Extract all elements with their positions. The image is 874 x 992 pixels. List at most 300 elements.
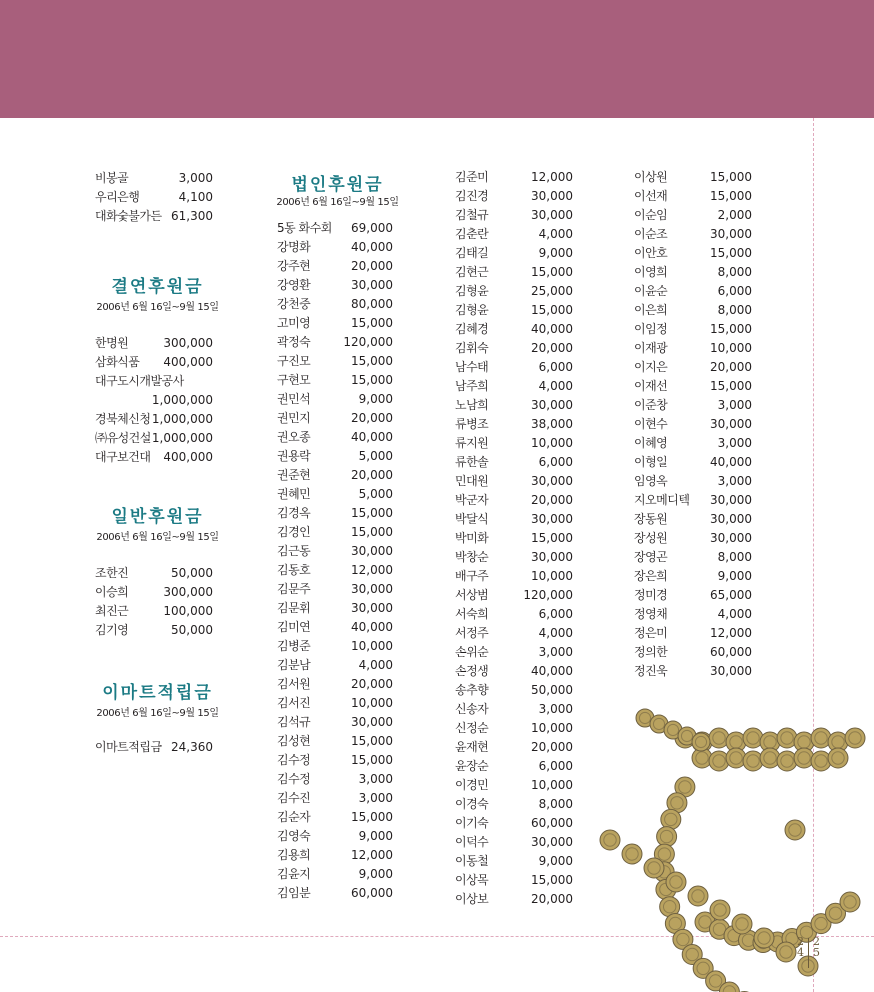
donation-amount: 15,000 — [351, 810, 393, 824]
donor-name: 이순조 — [634, 227, 668, 241]
donation-amount: 3,000 — [717, 436, 752, 450]
donation-amount: 5,000 — [358, 449, 393, 463]
donor-name: 강천중 — [277, 297, 311, 311]
donor-name: 장동원 — [634, 512, 668, 526]
misc-donation-list — [95, 169, 213, 226]
donor-name: 김휘숙 — [455, 341, 489, 355]
donor-name: 우리은행 — [95, 190, 140, 204]
donor-name: 김용희 — [277, 848, 311, 862]
donor-name: 이안호 — [634, 246, 668, 260]
donor-row — [95, 372, 213, 391]
donor-row — [95, 429, 213, 448]
donation-amount: 15,000 — [710, 379, 752, 393]
donor-name: 최진근 — [95, 604, 129, 618]
donor-row — [634, 225, 752, 244]
donation-amount: 4,100 — [178, 190, 213, 204]
donor-row — [95, 169, 213, 188]
donor-row — [455, 434, 573, 453]
donor-row — [277, 580, 393, 599]
donation-amount: 30,000 — [531, 189, 573, 203]
donation-amount: 20,000 — [531, 493, 573, 507]
donation-amount: 60,000 — [351, 886, 393, 900]
donation-amount: 30,000 — [351, 601, 393, 615]
donor-name: 김문주 — [277, 582, 311, 596]
donor-name: 이선재 — [634, 189, 668, 203]
donation-amount: 50,000 — [171, 566, 213, 580]
donor-row — [455, 662, 573, 681]
donor-row — [95, 188, 213, 207]
donor-name: 이은희 — [634, 303, 668, 317]
donor-name: 권오종 — [277, 430, 311, 444]
donor-row — [277, 846, 393, 865]
donor-name: 김철규 — [455, 208, 489, 222]
donor-name: 김형윤 — [455, 303, 489, 317]
section-period-corporate: 2006년 6월 16일~9월 15일 — [276, 197, 399, 208]
donation-amount: 20,000 — [351, 677, 393, 691]
donor-name: 이준창 — [634, 398, 668, 412]
donor-row — [634, 605, 752, 624]
coin — [644, 858, 664, 878]
donor-name: 김임분 — [277, 886, 311, 900]
donation-amount: 3,000 — [178, 171, 213, 185]
donation-amount: 30,000 — [531, 835, 573, 849]
donor-name: 김병준 — [277, 639, 311, 653]
sponsorship-donation-list — [95, 334, 213, 467]
donor-name: 서숙희 — [455, 607, 489, 621]
donor-row — [455, 529, 573, 548]
donor-row — [455, 168, 573, 187]
donation-amount: 3,000 — [538, 645, 573, 659]
donor-row — [95, 448, 213, 467]
donor-name: 이상원 — [634, 170, 668, 184]
donor-name: 이상보 — [455, 892, 489, 906]
donor-row — [455, 681, 573, 700]
donor-name: 이경민 — [455, 778, 489, 792]
donation-amount: 50,000 — [171, 623, 213, 637]
coin — [732, 914, 752, 934]
section-heading-sponsorship: 결연후원금 — [111, 277, 204, 297]
donation-amount: 1,000,000 — [151, 393, 213, 407]
donor-row — [277, 390, 393, 409]
donation-amount: 10,000 — [351, 696, 393, 710]
donor-name: 윤재현 — [455, 740, 489, 754]
donor-row — [455, 396, 573, 415]
donor-name: 5동 화수회 — [277, 221, 332, 235]
donation-amount: 9,000 — [538, 246, 573, 260]
donation-amount: 15,000 — [710, 170, 752, 184]
coin-smiley-illustration — [590, 690, 874, 992]
donation-amount: 10,000 — [531, 436, 573, 450]
donor-row — [277, 732, 393, 751]
emart-donation-list — [95, 738, 213, 757]
donor-row — [455, 738, 573, 757]
donor-name: 김태길 — [455, 246, 489, 260]
donation-amount: 4,000 — [538, 227, 573, 241]
coin — [600, 830, 620, 850]
donor-name: 김문휘 — [277, 601, 311, 615]
donation-amount: 4,000 — [358, 658, 393, 672]
donor-name: 이동철 — [455, 854, 489, 868]
donor-row — [95, 410, 213, 429]
donation-amount: 15,000 — [351, 373, 393, 387]
donor-name: 류병조 — [455, 417, 489, 431]
donor-row — [95, 602, 213, 621]
donor-name: 김경옥 — [277, 506, 311, 520]
donor-name: 김준미 — [455, 170, 489, 184]
donation-amount: 30,000 — [351, 278, 393, 292]
coin — [840, 892, 860, 912]
donation-amount: 30,000 — [351, 715, 393, 729]
donation-amount: 40,000 — [351, 620, 393, 634]
donation-amount: 4,000 — [538, 626, 573, 640]
section-heading-emart: 이마트적립금 — [102, 683, 213, 703]
donor-row — [277, 295, 393, 314]
donor-row — [455, 282, 573, 301]
donation-amount: 8,000 — [717, 265, 752, 279]
donor-name: 이순임 — [634, 208, 668, 222]
donation-amount: 3,000 — [538, 702, 573, 716]
donor-name: 강명화 — [277, 240, 311, 254]
donor-row — [634, 624, 752, 643]
donation-amount: 30,000 — [351, 544, 393, 558]
donation-amount: 3,000 — [358, 791, 393, 805]
donation-amount: 20,000 — [351, 411, 393, 425]
donor-name: 이형일 — [634, 455, 668, 469]
donation-amount: 10,000 — [531, 721, 573, 735]
donor-name: 이윤순 — [634, 284, 668, 298]
donor-name: 김성현 — [277, 734, 311, 748]
donor-name: 김순자 — [277, 810, 311, 824]
donor-name: 권준현 — [277, 468, 311, 482]
donor-row — [95, 564, 213, 583]
donor-name: 정영채 — [634, 607, 668, 621]
coin — [710, 900, 730, 920]
donor-row — [95, 353, 213, 372]
donor-row — [277, 675, 393, 694]
donor-row — [277, 637, 393, 656]
donor-row — [634, 491, 752, 510]
donor-row — [634, 548, 752, 567]
donor-row — [277, 865, 393, 884]
donor-name: 김형윤 — [455, 284, 489, 298]
donor-name: 권혜민 — [277, 487, 311, 501]
donation-amount: 30,000 — [710, 227, 752, 241]
donation-amount: 30,000 — [710, 512, 752, 526]
donor-row — [455, 567, 573, 586]
donor-name: 민대원 — [455, 474, 489, 488]
donation-amount: 12,000 — [351, 848, 393, 862]
donation-amount: 80,000 — [351, 297, 393, 311]
corporate-donation-list — [277, 219, 393, 903]
donor-name: 서정주 — [455, 626, 489, 640]
donor-name: 이영희 — [634, 265, 668, 279]
donor-row — [277, 447, 393, 466]
section-heading-general: 일반후원금 — [111, 507, 204, 527]
donor-name: 이임정 — [634, 322, 668, 336]
donor-name: 김진경 — [455, 189, 489, 203]
donation-amount: 3,000 — [358, 772, 393, 786]
donor-row — [455, 586, 573, 605]
donation-amount: 12,000 — [531, 170, 573, 184]
donor-row — [455, 795, 573, 814]
donation-amount: 60,000 — [531, 816, 573, 830]
donor-name: 김석규 — [277, 715, 311, 729]
donor-name: 대구도시개발공사 — [95, 374, 184, 388]
donor-row — [455, 852, 573, 871]
donor-row — [634, 168, 752, 187]
donation-amount: 30,000 — [531, 550, 573, 564]
donation-amount: 8,000 — [538, 797, 573, 811]
donor-row — [455, 491, 573, 510]
donor-row — [634, 567, 752, 586]
donor-row — [277, 428, 393, 447]
donation-amount: 15,000 — [531, 303, 573, 317]
donation-amount: 30,000 — [531, 398, 573, 412]
donor-name: 지오메디텍 — [634, 493, 690, 507]
donor-name: 정진욱 — [634, 664, 668, 678]
donor-row — [455, 320, 573, 339]
donor-name: 박미화 — [455, 531, 489, 545]
donor-row — [634, 529, 752, 548]
donation-amount: 20,000 — [531, 341, 573, 355]
donor-name: 서상범 — [455, 588, 489, 602]
donor-row — [277, 827, 393, 846]
coin — [845, 728, 865, 748]
donor-row — [277, 466, 393, 485]
donor-row — [455, 187, 573, 206]
donor-name: 이재광 — [634, 341, 668, 355]
donor-row — [455, 301, 573, 320]
donor-row — [455, 776, 573, 795]
donation-amount: 300,000 — [163, 585, 213, 599]
donor-row — [277, 314, 393, 333]
donor-row — [634, 586, 752, 605]
donor-name: 조한진 — [95, 566, 129, 580]
donor-row — [277, 542, 393, 561]
donor-row — [95, 391, 213, 410]
donation-amount: 10,000 — [531, 569, 573, 583]
donor-name: 신정순 — [455, 721, 489, 735]
donation-amount: 4,000 — [538, 379, 573, 393]
donation-amount: 100,000 — [163, 604, 213, 618]
donation-amount: 6,000 — [538, 360, 573, 374]
donor-row — [634, 187, 752, 206]
donor-row — [277, 656, 393, 675]
donor-row — [277, 257, 393, 276]
donation-amount: 30,000 — [531, 474, 573, 488]
donation-amount: 120,000 — [523, 588, 573, 602]
donor-row — [277, 618, 393, 637]
donation-amount: 15,000 — [531, 265, 573, 279]
donor-name: 노남희 — [455, 398, 489, 412]
donor-name: 장성원 — [634, 531, 668, 545]
donor-name: 권민지 — [277, 411, 311, 425]
donor-row — [277, 713, 393, 732]
donor-row — [455, 453, 573, 472]
donor-row — [277, 884, 393, 903]
donation-amount: 40,000 — [351, 240, 393, 254]
donation-amount: 9,000 — [358, 829, 393, 843]
donor-row — [455, 225, 573, 244]
donation-amount: 12,000 — [351, 563, 393, 577]
donor-name: 정미경 — [634, 588, 668, 602]
coin — [692, 733, 710, 751]
donor-row — [634, 244, 752, 263]
donor-name: 류지원 — [455, 436, 489, 450]
general-donation-list — [95, 564, 213, 640]
donation-amount: 15,000 — [351, 316, 393, 330]
donation-amount: 69,000 — [351, 221, 393, 235]
donation-amount: 24,360 — [171, 740, 213, 754]
coin — [754, 928, 774, 948]
donation-amount: 15,000 — [710, 189, 752, 203]
donor-name: 곽정숙 — [277, 335, 311, 349]
donor-row — [455, 871, 573, 890]
donor-row — [455, 377, 573, 396]
donor-row — [95, 207, 213, 226]
section-period-sponsorship: 2006년 6월 16일~9월 15일 — [96, 302, 219, 313]
donor-row — [277, 333, 393, 352]
donor-row — [455, 719, 573, 738]
section-heading-corporate: 법인후원금 — [291, 175, 384, 195]
donor-name: 김현근 — [455, 265, 489, 279]
donor-name: 이승희 — [95, 585, 129, 599]
donor-name: 김동호 — [277, 563, 311, 577]
donation-amount: 60,000 — [710, 645, 752, 659]
donor-row — [455, 833, 573, 852]
coin-smiley-graphic — [590, 690, 874, 992]
donation-amount: 3,000 — [717, 474, 752, 488]
section-period-general: 2006년 6월 16일~9월 15일 — [96, 532, 219, 543]
donor-row — [634, 263, 752, 282]
donation-amount: 30,000 — [710, 417, 752, 431]
donation-amount: 40,000 — [351, 430, 393, 444]
donor-row — [455, 605, 573, 624]
donation-amount: 38,000 — [531, 417, 573, 431]
donor-name: 남수태 — [455, 360, 489, 374]
donation-amount: 25,000 — [531, 284, 573, 298]
donation-amount: 10,000 — [351, 639, 393, 653]
donation-amount: 15,000 — [351, 525, 393, 539]
donation-amount: 30,000 — [351, 582, 393, 596]
donor-name: 이혜영 — [634, 436, 668, 450]
donor-list-column-4 — [634, 168, 752, 681]
donor-row — [277, 523, 393, 542]
donor-name: 손위순 — [455, 645, 489, 659]
donor-row — [455, 263, 573, 282]
donation-amount: 15,000 — [351, 734, 393, 748]
donation-amount: 40,000 — [710, 455, 752, 469]
donor-row — [277, 561, 393, 580]
donor-row — [634, 339, 752, 358]
donor-row — [455, 548, 573, 567]
coin — [688, 886, 708, 906]
donor-name: 이상목 — [455, 873, 489, 887]
donation-amount: 30,000 — [710, 493, 752, 507]
donor-name: 이마트적립금 — [95, 740, 162, 754]
donation-amount: 6,000 — [538, 759, 573, 773]
donation-amount: 30,000 — [710, 664, 752, 678]
donation-amount: 15,000 — [531, 531, 573, 545]
donation-amount: 9,000 — [538, 854, 573, 868]
donation-amount: 6,000 — [538, 455, 573, 469]
donor-name: 강주현 — [277, 259, 311, 273]
donor-row — [634, 510, 752, 529]
donor-name: 대화숯불가든 — [95, 209, 162, 223]
donor-name: 고미영 — [277, 316, 311, 330]
donor-row — [455, 472, 573, 491]
donor-list-column-3 — [455, 168, 573, 909]
donor-name: 김춘란 — [455, 227, 489, 241]
donation-amount: 120,000 — [343, 335, 393, 349]
donation-amount: 300,000 — [163, 336, 213, 350]
coin — [776, 942, 796, 962]
donor-row — [634, 415, 752, 434]
donor-name: 송추향 — [455, 683, 489, 697]
donor-name: 이지은 — [634, 360, 668, 374]
donation-amount: 65,000 — [710, 588, 752, 602]
donor-name: 남주희 — [455, 379, 489, 393]
donation-amount: 1,000,000 — [151, 412, 213, 426]
donor-name: 비봉골 — [95, 171, 129, 185]
donor-name: 이덕수 — [455, 835, 489, 849]
header-band — [0, 0, 874, 118]
donation-amount: 30,000 — [710, 531, 752, 545]
donor-row — [277, 352, 393, 371]
donation-amount: 9,000 — [358, 867, 393, 881]
donor-name: 김기영 — [95, 623, 129, 637]
donation-amount: 10,000 — [710, 341, 752, 355]
donor-name: 박군자 — [455, 493, 489, 507]
donor-name: 이현수 — [634, 417, 668, 431]
donor-name: 윤장순 — [455, 759, 489, 773]
donor-row — [455, 339, 573, 358]
donation-amount: 30,000 — [531, 208, 573, 222]
page-number-right: 25 — [813, 935, 820, 959]
donation-amount: 6,000 — [717, 284, 752, 298]
donor-name: 김수진 — [277, 791, 311, 805]
donation-amount: 400,000 — [163, 450, 213, 464]
donor-name: 권민석 — [277, 392, 311, 406]
donation-amount: 6,000 — [538, 607, 573, 621]
donor-row — [634, 301, 752, 320]
donor-name: 김영숙 — [277, 829, 311, 843]
donor-row — [455, 814, 573, 833]
donor-row — [277, 808, 393, 827]
coin — [622, 844, 642, 864]
donor-name: 대구보건대 — [95, 450, 151, 464]
donation-amount: 20,000 — [351, 468, 393, 482]
donor-row — [455, 415, 573, 434]
donor-name: 김서원 — [277, 677, 311, 691]
donation-amount: 15,000 — [351, 354, 393, 368]
donation-amount: 2,000 — [717, 208, 752, 222]
donor-name: 이경숙 — [455, 797, 489, 811]
donor-name: 강영환 — [277, 278, 311, 292]
donation-amount: 9,000 — [717, 569, 752, 583]
donor-row — [634, 282, 752, 301]
donor-row — [455, 890, 573, 909]
donor-name: 장영곤 — [634, 550, 668, 564]
donation-amount: 20,000 — [710, 360, 752, 374]
donor-row — [455, 700, 573, 719]
donor-row — [277, 694, 393, 713]
donor-name: 김서진 — [277, 696, 311, 710]
donation-amount: 10,000 — [531, 778, 573, 792]
donor-row — [634, 206, 752, 225]
donor-name: 김분남 — [277, 658, 311, 672]
donor-row — [277, 238, 393, 257]
